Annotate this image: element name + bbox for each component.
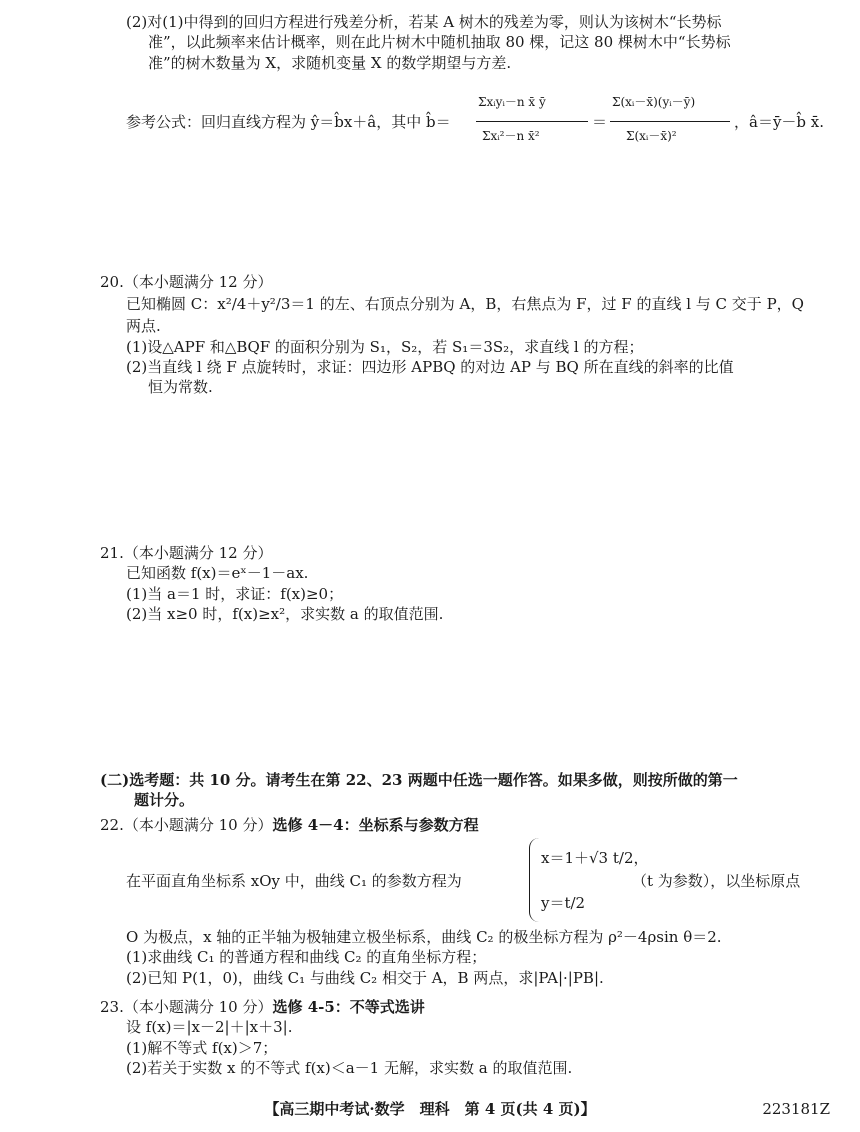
reference-formula: [126, 88, 836, 163]
q23-header-prefix: 23.（本小题满分 10 分）: [100, 998, 273, 1016]
fraction1-denominator: Σxᵢ²－n x̄²: [482, 129, 540, 143]
fraction2-denominator: Σ(xᵢ－x̄)²: [626, 129, 677, 143]
q21-line1: 已知函数 f(x)＝eˣ－1－ax.: [126, 564, 309, 583]
footer-code: 223181Z: [762, 1100, 830, 1118]
parametric-eq-x: x＝1＋√3 t/2，: [541, 849, 649, 867]
section-elective-instructions: [100, 770, 738, 811]
q20-line2: 两点.: [126, 317, 161, 336]
q19-line2: 准”，以此频率来估计概率，则在此片树木中随机抽取 80 棵，记这 80 棵树木中“长势标: [148, 33, 731, 52]
q20-part2: (2)当直线 l 绕 F 点旋转时，求证：四边形 APBQ 的对边 AP 与 BQ 所在直线的斜率的比值: [126, 357, 734, 376]
parametric-eq-y: y＝t/2: [541, 894, 586, 912]
q22-header-prefix: 22.（本小题满分 10 分）: [100, 816, 273, 834]
q22-body: [126, 927, 722, 988]
q22-intro-tail: （t 为参数），以坐标原点: [632, 872, 801, 890]
q23-header-topic: 选修 4-5：不等式选讲: [272, 998, 425, 1016]
q22-part1: (1)求曲线 C₁ 的普通方程和曲线 C₂ 的直角坐标方程；: [126, 948, 487, 967]
section-line1: (二)选考题：共 10 分。请考生在第 22、23 两题中任选一题作答。如果多做，则按所做的第一: [100, 771, 738, 789]
fraction2-numerator: Σ(xᵢ－x̄)(yᵢ－ȳ): [612, 95, 696, 109]
question-23: [100, 997, 572, 1078]
fraction1-numerator: Σxᵢyᵢ－n x̄ ȳ: [478, 95, 546, 109]
q23-line1: 设 f(x)＝|x－2|＋|x＋3|.: [126, 1018, 293, 1037]
q22-intro: 在平面直角坐标系 xOy 中，曲线 C₁ 的参数方程为: [126, 872, 462, 890]
parametric-system-brace: [529, 838, 540, 922]
q23-part1: (1)解不等式 f(x)＞7；: [126, 1038, 278, 1057]
q20-part1: (1)设△APF 和△BQF 的面积分别为 S₁，S₂，若 S₁＝3S₂，求直线 l 的方程；: [126, 337, 644, 356]
q19-line1: (2)对(1)中得到的回归方程进行残差分析，若某 A 树木的残差为零，则认为该树木“长势标: [126, 13, 722, 31]
q22-part2: (2)已知 P(1，0)，曲线 C₁ 与曲线 C₂ 相交于 A，B 两点，求|PA|·|PB|.: [126, 968, 604, 987]
question-21: [100, 543, 443, 624]
q22-line2: O 为极点，x 轴的正半轴为极轴建立极坐标系，曲线 C₂ 的极坐标方程为 ρ²－4ρsin θ＝2.: [126, 928, 722, 946]
q21-part2: (2)当 x≥0 时，f(x)≥x²，求实数 a 的取值范围.: [126, 604, 444, 623]
section-line2: 题计分。: [134, 791, 195, 810]
question-20: [100, 272, 804, 397]
page-footer: [0, 1099, 860, 1119]
fraction2-bar: [610, 121, 730, 122]
formula-label: 参考公式：回归直线方程为 ŷ＝b̂x＋â，其中 b̂＝: [126, 113, 451, 131]
fraction1-bar: [476, 121, 588, 122]
q20-header: 20.（本小题满分 12 分）: [100, 273, 273, 291]
q20-line1: 已知椭圆 C：x²/4＋y²/3＝1 的左、右顶点分别为 A，B，右焦点为 F，过 F 的直线 l 与 C 交于 P，Q: [126, 295, 804, 314]
q22-header-topic: 选修 4－4：坐标系与参数方程: [272, 816, 479, 834]
q19-part2: [126, 12, 731, 73]
q23-part2: (2)若关于实数 x 的不等式 f(x)＜a－1 无解，求实数 a 的取值范围.: [126, 1058, 573, 1077]
footer-title: 【高三期中考试·数学 理科 第 4 页(共 4 页)】: [264, 1100, 596, 1118]
q22-header: [100, 815, 479, 835]
q21-part1: (1)当 a＝1 时，求证：f(x)≥0；: [126, 584, 344, 603]
q21-header: 21.（本小题满分 12 分）: [100, 544, 273, 562]
q19-line3: 准”的树木数量为 X，求随机变量 X 的数学期望与方差.: [148, 53, 512, 72]
q23-header: [100, 997, 572, 1017]
formula-tail: ，â＝ȳ－b̂ x̄.: [734, 113, 825, 131]
equals-sign: ＝: [592, 113, 608, 131]
q20-part2-cont: 恒为常数.: [148, 378, 213, 396]
